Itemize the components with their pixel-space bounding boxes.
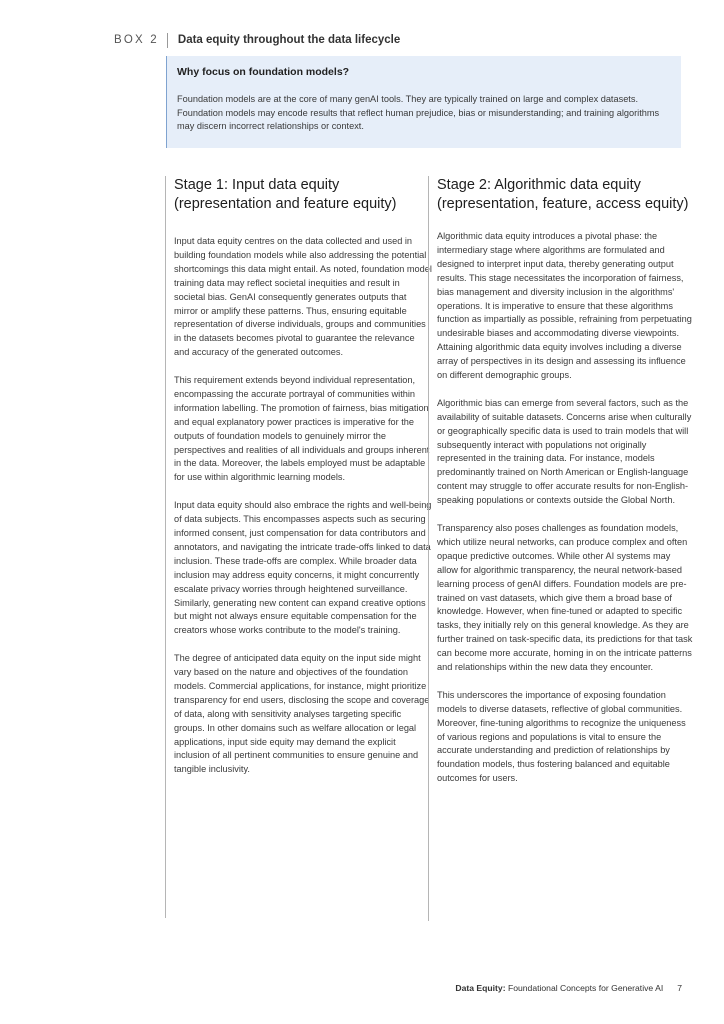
footer-title: Foundational Concepts for Generative AI — [505, 983, 664, 993]
page-footer — [455, 983, 682, 993]
footer-title-bold: Data Equity: — [455, 983, 506, 993]
stage2-title: Stage 2: Algorithmic data equity (representation, feature, access equity) — [437, 177, 689, 212]
stage1-column — [165, 176, 432, 918]
callout-body: Foundation models are at the core of many genAI tools. They are typically trained on large and complex datasets. Foundation models may encode results that reflect human prejudice, bias or misunderstanding; and training algorithms may discern incorrect relationships or context. — [177, 94, 660, 132]
box-title: Data equity throughout the data lifecycle — [177, 34, 401, 46]
stage1-paragraph: The degree of anticipated data equity on the input side might vary based on the nature and objectives of the foundation models. Commercial applications, for instance, might prioritize transparency for end users, disclosing the scope and coverage of data, along with sensitivity analyses targeting specific groups. In other domains such as welfare allocation or legal applications, input side equity may demand the explicit inclusion of all pertinent communities to ensure genuine and tangible inclusivity. — [174, 653, 430, 775]
box-label: BOX 2 — [114, 34, 159, 46]
stage2-paragraph: This underscores the importance of exposing foundation models to diverse datasets, reflective of global communities. Moreover, fine-tuning algorithms to recognize the uniqueness of various regions and populations is vital to ensure the accurate understanding and prediction of relationships by foundation models, thus fostering balanced and equitable outcomes for users. — [437, 689, 686, 784]
stage1-paragraph: Input data equity should also embrace the rights and well-being of data subjects. This encompasses aspects such as securing informed consent, just compensation for data contributors and annotators, and navigating the intricate trade-offs linked to data inclusion. These trade-offs are complex. While broader data inclusion may address equity concerns, it might concurrently escalate privacy worries through heightened surveillance. Similarly, generating new content can expand creative options but might not always ensure equitable compensation for the creators whose works contribute to the model's training. — [174, 500, 432, 636]
stage1-title: Stage 1: Input data equity (representation and feature equity) — [174, 177, 397, 212]
header-divider — [167, 33, 168, 48]
box-header — [114, 31, 400, 49]
stage2-paragraph: Transparency also poses challenges as foundation models, which utilize neural networks, can produce complex and often opaque predictive outcomes. While other AI systems may allow for algorithmic transparency, the neural network-based learning process of genAI differs. Foundation models are pre-trained on vast datasets, which give them a broad base of knowledge. However, when fine-tuned or adapted to specific tasks, they initially rely on this general knowledge. As they are further trained on task-specific data, its predictions for that task can become more accurate, homing in on the intricate patterns and relationships within the new data they encounter. — [437, 523, 693, 673]
page-number: 7 — [677, 983, 682, 993]
stage2-paragraph: Algorithmic bias can emerge from several factors, such as the availability of suitable datasets. Concerns arise when culturally or geographically specific data is used to train models that will subsequently interact with populations not originally represented in the training data. For instance, models predominantly trained on North American or English-language content may struggle to offer accurate results for non-English-speaking populations or contexts outside the Global North. — [437, 397, 692, 506]
stage2-paragraph: Algorithmic data equity introduces a pivotal phase: the intermediary stage where algorithms are formulated and designed to interpret input data, thereby generating output results. This stage necessitates the incorporation of fairness, bias management and diversity inclusion in the algorithms' operations. It is imperative to ensure that these algorithms function as impartially as possible, refraining from perpetuating undesirable biases and accommodating diverse viewpoints. Attaining algorithmic data equity involves including a diverse array of perspectives in its design and assessing its influence on different demographic groups. — [437, 231, 692, 381]
stage1-paragraph: This requirement extends beyond individual representation, encompassing the accurate portrayal of communities within information labelling. The promotion of fairness, bias mitigation and equal explanatory power practices is imperative for the outputs of foundation models to genuinely mirror the perspectives and realities of all individuals and groups inherent in the data. Moreover, the labels employed must be adaptable for use within algorithmic learning models. — [174, 375, 430, 483]
callout-title: Why focus on foundation models? — [177, 66, 350, 78]
stage2-column — [428, 176, 693, 921]
stage1-paragraph: Input data equity centres on the data collected and used in building foundation models while also addressing the potential shortcomings this data might entail. As noted, foundation model training data may reflect societal inequities and result in societal bias. GenAI consequently generates outputs that mirror or amplify these patterns. Thus, ensuring equitable representation of diverse individuals, groups and communities in the datasets becomes pivotal to guarantee the relevance and accuracy of the generated outcomes. — [174, 236, 432, 358]
callout-box — [166, 56, 681, 148]
